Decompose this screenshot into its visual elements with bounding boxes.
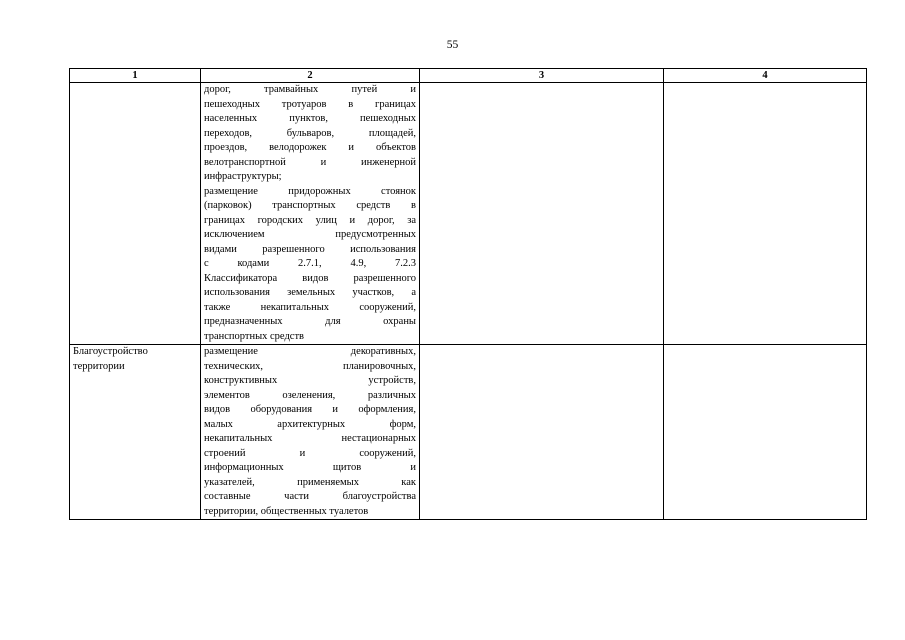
text-line: видов оборудования и оформления, bbox=[204, 404, 416, 415]
text-line: указателей, применяемых как bbox=[204, 476, 416, 488]
text-line: предназначенных для охраны bbox=[204, 316, 416, 327]
text-line: границах городских улиц и дорог, за bbox=[204, 214, 416, 226]
text-line: пешеходных тротуаров в границах bbox=[204, 98, 416, 110]
text-line: дорог, трамвайных путей и bbox=[204, 84, 416, 95]
table-row bbox=[70, 83, 867, 345]
text-line: строений и сооружений, bbox=[204, 447, 416, 459]
row2-col3 bbox=[420, 345, 664, 520]
text-line: проездов, велодорожек и объектов bbox=[204, 142, 416, 153]
text-line: транспортных средств bbox=[204, 330, 305, 342]
text-line: информационных щитов и bbox=[204, 462, 416, 473]
row2-col4 bbox=[664, 345, 867, 520]
table-header-row bbox=[70, 69, 867, 83]
text-line: исключением предусмотренных bbox=[204, 229, 416, 240]
text-line: размещение придорожных стоянок bbox=[204, 185, 416, 197]
text-line: территории, общественных туалетов bbox=[204, 505, 369, 517]
text-line: Классификатора видов разрешенного bbox=[204, 272, 416, 284]
table-row bbox=[70, 345, 867, 520]
text-line: составные части благоустройства bbox=[204, 491, 416, 502]
text-line: инфраструктуры; bbox=[204, 171, 282, 182]
text-line: размещение декоративных, bbox=[204, 346, 416, 357]
row2-col2-text bbox=[204, 345, 416, 519]
row1-col2 bbox=[201, 83, 420, 345]
header-col-3: 3 bbox=[420, 69, 664, 83]
text-line: с кодами 2.7.1, 4.9, 7.2.3 bbox=[204, 258, 416, 269]
text-line: конструктивных устройств, bbox=[204, 375, 416, 386]
text-line: малых архитектурных форм, bbox=[204, 418, 416, 430]
text-line: также некапитальных сооружений, bbox=[204, 301, 416, 313]
text-line: технических, планировочных, bbox=[204, 360, 416, 372]
row1-col2-text bbox=[204, 83, 416, 344]
header-col-4: 4 bbox=[664, 69, 867, 83]
text-line: элементов озеленения, различных bbox=[204, 389, 416, 401]
document-table bbox=[69, 68, 867, 520]
text-line: велотранспортной и инженерной bbox=[204, 156, 416, 168]
row1-col3 bbox=[420, 83, 664, 345]
text-line: использования земельных участков, а bbox=[204, 287, 416, 298]
row2-col1: Благоустройство территории bbox=[70, 345, 201, 520]
row1-col4 bbox=[664, 83, 867, 345]
page-number: 55 bbox=[446, 39, 459, 51]
text-line: видами разрешенного использования bbox=[204, 243, 416, 255]
header-col-2: 2 bbox=[201, 69, 420, 83]
text-line: переходов, бульваров, площадей, bbox=[204, 127, 416, 139]
text-line: (парковок) транспортных средств в bbox=[204, 200, 416, 211]
header-col-1: 1 bbox=[70, 69, 201, 83]
text-line: населенных пунктов, пешеходных bbox=[204, 113, 416, 124]
row2-col2 bbox=[201, 345, 420, 520]
text-line: некапитальных нестационарных bbox=[204, 433, 416, 444]
row1-col1 bbox=[70, 83, 201, 345]
